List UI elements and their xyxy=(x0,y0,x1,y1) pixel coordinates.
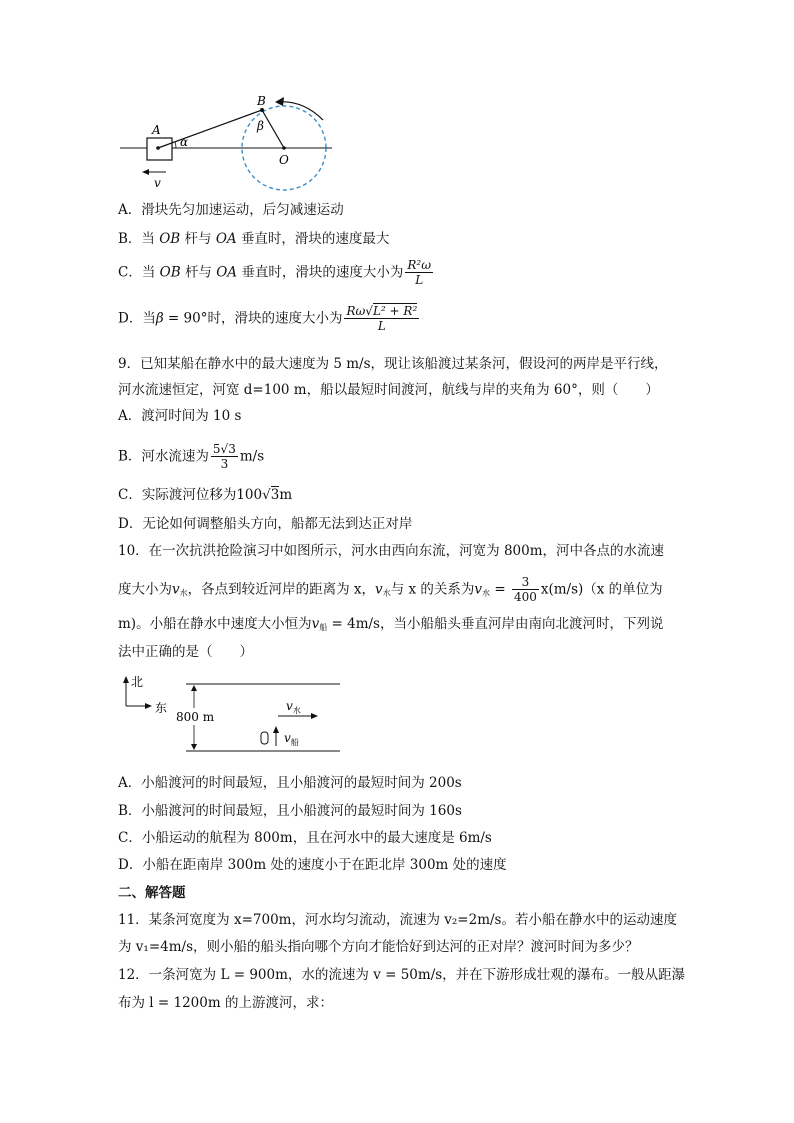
q9-option-b: B．河水流速为 $\frac{5√3}{3}$ m/s xyxy=(118,442,265,472)
q9-option-a: A．渡河时间为 10 s xyxy=(118,408,242,424)
q9-option-d: D．无论如何调整船头方向，船都无法到达正对岸 xyxy=(118,516,413,532)
rod-AB xyxy=(158,110,262,148)
q10-stem-line2: 度大小为$v_水$，各点到较近河岸的距离为 x，$v_水$与 x 的关系为$v_水$ = $\frac{3}{400}$ x(m/s)（x 的单位为 xyxy=(118,575,663,605)
east-label: 东 xyxy=(155,701,168,715)
q10-stem-line1: 10．在一次抗洪抢险演习中如图所示，河水由西向东流，河宽为 800m，河中各点的水流速 xyxy=(118,543,665,559)
q9-stem-line2: 河水流速恒定，河宽 d=100 m，船以最短时间渡河，航线与岸的夹角为 60°，则（ ） xyxy=(118,382,659,398)
q8-option-a: A．滑块先匀加速运动，后匀减速运动 xyxy=(118,202,344,218)
q12-line2: 布为 l = 1200m 的上游渡河，求： xyxy=(118,995,333,1011)
label-A: A xyxy=(152,123,161,137)
slider-crank-figure xyxy=(118,92,343,192)
boat-icon xyxy=(261,732,268,744)
q11-line1: 11．某条河宽度为 x=700m，河水均匀流动，流速为 v₂=2m/s。若小船在静水中的运动速度 xyxy=(118,912,677,928)
q10-option-c: C．小船运动的航程为 800m，且在河水中的最大速度是 6m/s xyxy=(118,830,492,846)
slider-block xyxy=(147,138,172,160)
north-arrow-head xyxy=(123,676,129,683)
east-arrow-head xyxy=(145,703,152,709)
q9-stem-line1: 9．已知某船在静水中的最大速度为 5 m/s，现让该船渡过某条河，假设河的两岸是平行线， xyxy=(118,356,668,372)
q10-stem-line4: 法中正确的是（ ） xyxy=(118,644,253,660)
water-velocity-arrow-head xyxy=(311,713,318,719)
point-A-dot xyxy=(156,146,160,150)
label-B: B xyxy=(257,94,266,108)
q8-option-d: D．当β = 90°时，滑块的速度大小为 $\frac{\text{Rω√L² + R²}}{L}$ xyxy=(118,304,418,334)
q10-option-d: D．小船在距南岸 300m 处的速度小于在距北岸 300m 处的速度 xyxy=(118,857,507,873)
boat-velocity-arrow-head xyxy=(273,726,279,733)
crank-OB xyxy=(262,110,284,148)
q11-line2: 为 v₁=4m/s，则小船的船头指向哪个方向才能恰好到达河的正对岸？渡河时间为多少？ xyxy=(118,939,639,955)
rotation-arrow-head xyxy=(275,97,284,106)
width-arrow-bottom xyxy=(191,744,197,750)
label-v: v xyxy=(154,176,161,190)
north-label: 北 xyxy=(131,675,144,689)
q8-option-b: B．当 OB 杆与 OA 垂直时，滑块的速度最大 xyxy=(118,231,390,247)
label-O: O xyxy=(279,153,289,167)
point-B-dot xyxy=(260,108,264,112)
alpha-arc xyxy=(175,142,176,148)
boat-velocity-label: $v_船$ xyxy=(284,731,299,747)
label-beta: β xyxy=(257,119,264,133)
section-heading: 二、解答题 xyxy=(118,885,186,901)
river-figure xyxy=(118,672,350,760)
label-alpha: α xyxy=(180,135,189,149)
q8-option-c: C．当 OB 杆与 OA 垂直时，滑块的速度大小为 $\frac{\text{R²ω}}{L}$ xyxy=(118,258,431,288)
water-velocity-label: $v_水$ xyxy=(286,699,301,715)
river-width-label: 800 m xyxy=(176,710,215,724)
q9-option-c: C．实际渡河位移为100√3m xyxy=(118,487,293,503)
q10-option-b: B．小船渡河的时间最短，且小船渡河的最短时间为 160s xyxy=(118,803,462,819)
width-arrow-top xyxy=(191,685,197,691)
rotation-arrow-arc xyxy=(278,102,323,120)
q10-option-a: A．小船渡河的时间最短，且小船渡河的最短时间为 200s xyxy=(118,775,462,791)
q10-stem-line3: m)。小船在静水中速度大小恒为$v_船 = 4m/s$，当小船船头垂直河岸由南向北渡河时，下列说 xyxy=(118,616,664,632)
point-O-dot xyxy=(282,146,286,150)
q12-line1: 12．一条河宽为 L = 900m，水的流速为 v = 50m/s，并在下游形成壮观的瀑布。一般从距瀑 xyxy=(118,967,686,983)
velocity-arrow-head xyxy=(142,169,149,175)
